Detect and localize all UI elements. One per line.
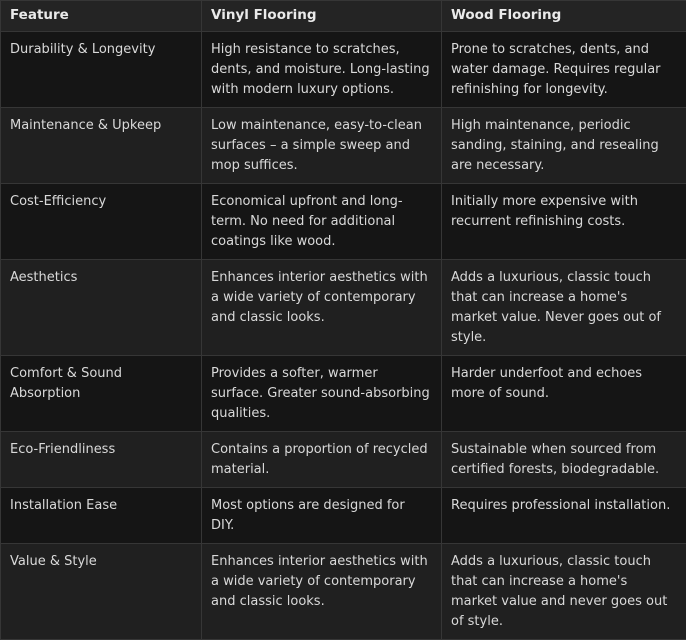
table-row [1,260,686,356]
table-row [1,488,686,544]
header-feature: Feature [1,1,202,32]
header-wood-flooring: Wood Flooring [442,1,686,32]
vinyl-cell: Low maintenance, easy-to-clean surfaces – a simple sweep and mop suffices. [202,108,442,184]
table-row [1,356,686,432]
feature-cell: Comfort & Sound Absorption [1,356,202,432]
header-row [1,1,686,32]
vinyl-cell: Enhances interior aesthetics with a wide variety of contemporary and classic looks. [202,544,442,640]
feature-cell: Installation Ease [1,488,202,544]
wood-cell: Adds a luxurious, classic touch that can increase a home's market value and never goes out of style. [442,544,686,640]
wood-cell: Prone to scratches, dents, and water damage. Requires regular refinishing for longevity. [442,32,686,108]
vinyl-cell: Most options are designed for DIY. [202,488,442,544]
vinyl-cell: High resistance to scratches, dents, and moisture. Long-lasting with modern luxury options. [202,32,442,108]
vinyl-cell: Economical upfront and long-term. No need for additional coatings like wood. [202,184,442,260]
feature-cell: Cost-Efficiency [1,184,202,260]
wood-cell: Initially more expensive with recurrent refinishing costs. [442,184,686,260]
header-vinyl-flooring: Vinyl Flooring [202,1,442,32]
table-row [1,432,686,488]
vinyl-cell: Contains a proportion of recycled material. [202,432,442,488]
table-header [1,1,686,32]
feature-cell: Eco-Friendliness [1,432,202,488]
vinyl-cell: Provides a softer, warmer surface. Greater sound-absorbing qualities. [202,356,442,432]
feature-cell: Value & Style [1,544,202,640]
table-row [1,544,686,640]
table-row [1,184,686,260]
vinyl-cell: Enhances interior aesthetics with a wide variety of contemporary and classic looks. [202,260,442,356]
table-body [1,32,686,640]
feature-cell: Maintenance & Upkeep [1,108,202,184]
table-row [1,32,686,108]
feature-cell: Durability & Longevity [1,32,202,108]
wood-cell: High maintenance, periodic sanding, staining, and resealing are necessary. [442,108,686,184]
wood-cell: Adds a luxurious, classic touch that can increase a home's market value. Never goes out of style. [442,260,686,356]
feature-cell: Aesthetics [1,260,202,356]
wood-cell: Sustainable when sourced from certified forests, biodegradable. [442,432,686,488]
table-row [1,108,686,184]
wood-cell: Harder underfoot and echoes more of sound. [442,356,686,432]
wood-cell: Requires professional installation. [442,488,686,544]
